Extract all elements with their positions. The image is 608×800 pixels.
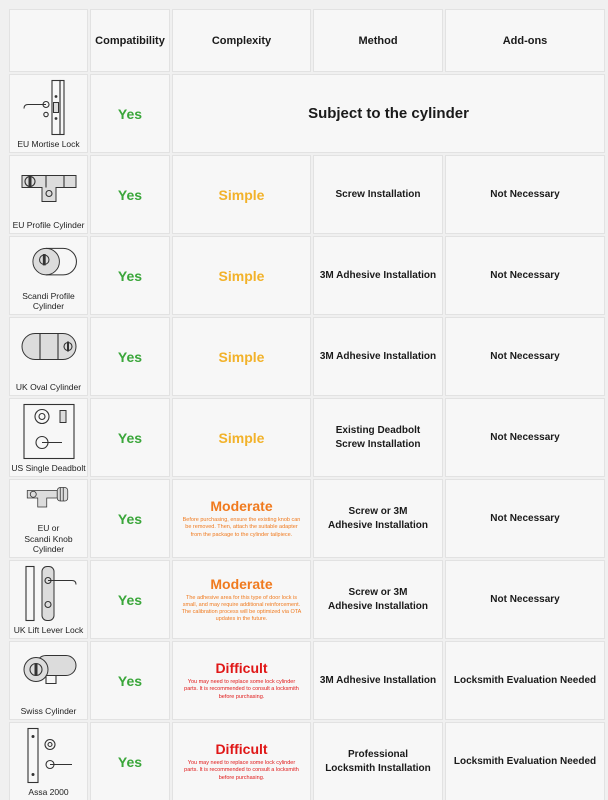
- addon-value: Not Necessary: [446, 480, 604, 557]
- lock-type-cell: [10, 561, 87, 638]
- addon-value: Not Necessary: [446, 237, 604, 314]
- compatibility-value: Yes: [91, 480, 169, 557]
- method-value: [314, 480, 442, 557]
- lock-type-cell: [10, 318, 87, 395]
- assa-lock-icon: [16, 723, 82, 786]
- compatibility-value: Yes: [91, 399, 169, 476]
- compatibility-value: Yes: [91, 561, 169, 638]
- complexity-value: Simple: [173, 318, 310, 395]
- complexity-cell: [173, 480, 310, 557]
- lock-name: Scandi Knob Cylinder: [24, 534, 73, 554]
- lock-type-cell: [10, 723, 87, 800]
- method-line: Adhesive Installation: [327, 600, 429, 612]
- addon-value: Locksmith Evaluation Needed: [446, 642, 604, 719]
- compatibility-value: Yes: [91, 237, 169, 314]
- compatibility-value: Yes: [91, 318, 169, 395]
- scandi-cylinder-icon: [16, 237, 82, 290]
- addon-value: Not Necessary: [446, 561, 604, 638]
- corner-cell: [10, 10, 87, 71]
- method-line: Screw or 3M: [348, 586, 408, 598]
- method-value: 3M Adhesive Installation: [314, 318, 442, 395]
- method-value: 3M Adhesive Installation: [314, 642, 442, 719]
- complexity-value: Difficult: [215, 741, 268, 758]
- mortise-lock-icon: [16, 75, 82, 138]
- lock-name: EU or: [37, 523, 60, 533]
- knob-cylinder-icon: [16, 480, 82, 522]
- header-addons: Add-ons: [446, 10, 604, 71]
- lock-name: Scandi Profile Cylinder: [22, 291, 75, 311]
- compatibility-value: Yes: [91, 723, 169, 800]
- method-line: Existing Deadbolt: [335, 424, 421, 436]
- complexity-cell: [173, 561, 310, 638]
- complexity-value: Difficult: [215, 660, 268, 677]
- lock-name: UK Lift Lever Lock: [13, 625, 84, 635]
- compatibility-value: Yes: [91, 75, 169, 152]
- method-value: 3M Adhesive Installation: [314, 237, 442, 314]
- addon-value: Locksmith Evaluation Needed: [446, 723, 604, 800]
- method-line: Professional: [347, 748, 409, 760]
- compatibility-table: [10, 10, 604, 800]
- method-line: Screw Installation: [335, 438, 421, 450]
- method-line: Locksmith Installation: [325, 762, 431, 774]
- complexity-note: You may need to replace some lock cylinder parts. It is recommended to consult a locksmith before purchasing.: [184, 760, 299, 781]
- lock-name: EU Mortise Lock: [17, 139, 80, 149]
- complexity-value: Simple: [173, 399, 310, 476]
- complexity-cell: [173, 723, 310, 800]
- method-value: Screw Installation: [314, 156, 442, 233]
- addon-value: Not Necessary: [446, 156, 604, 233]
- lever-lock-icon: [16, 561, 82, 624]
- header-complexity: Complexity: [173, 10, 310, 71]
- lock-name: US Single Deadbolt: [11, 463, 86, 473]
- method-line: Adhesive Installation: [327, 519, 429, 531]
- complexity-value: Moderate: [210, 498, 273, 515]
- lock-name: Swiss Cylinder: [20, 706, 77, 716]
- method-line: Screw or 3M: [348, 505, 408, 517]
- lock-name: UK Oval Cylinder: [15, 382, 82, 392]
- merged-note: Subject to the cylinder: [173, 75, 604, 152]
- complexity-note: Before purchasing, ensure the existing knob can be removed. Then, attach the suitable adapter from the package to the cylinder tailpiece.: [182, 517, 301, 538]
- lock-name: EU Profile Cylinder: [12, 220, 85, 230]
- lock-name: Assa 2000: [28, 787, 69, 797]
- lock-type-cell: [10, 399, 87, 476]
- lock-type-cell: [10, 156, 87, 233]
- addon-value: Not Necessary: [446, 399, 604, 476]
- method-value: [314, 561, 442, 638]
- method-value: [314, 399, 442, 476]
- complexity-cell: [173, 642, 310, 719]
- swiss-cylinder-icon: [16, 642, 82, 705]
- header-compatibility: Compatibility: [91, 10, 169, 71]
- header-method: Method: [314, 10, 442, 71]
- lock-type-cell: [10, 75, 87, 152]
- lock-type-cell: [10, 480, 87, 557]
- addon-value: Not Necessary: [446, 318, 604, 395]
- compatibility-value: Yes: [91, 642, 169, 719]
- complexity-note: You may need to replace some lock cylinder parts. It is recommended to consult a locksmith before purchasing.: [184, 679, 299, 700]
- compatibility-value: Yes: [91, 156, 169, 233]
- deadbolt-icon: [16, 399, 82, 462]
- method-value: [314, 723, 442, 800]
- lock-type-cell: [10, 237, 87, 314]
- complexity-value: Simple: [173, 156, 310, 233]
- lock-type-cell: [10, 642, 87, 719]
- complexity-value: Moderate: [210, 575, 273, 592]
- oval-cylinder-icon: [16, 318, 82, 381]
- complexity-value: Simple: [173, 237, 310, 314]
- complexity-note: The adhesive area for this type of door lock is small, and may require additional reinforcement. The calibration process will be optimized via OTA updates in the future.: [181, 594, 302, 623]
- profile-cylinder-icon: [16, 156, 82, 219]
